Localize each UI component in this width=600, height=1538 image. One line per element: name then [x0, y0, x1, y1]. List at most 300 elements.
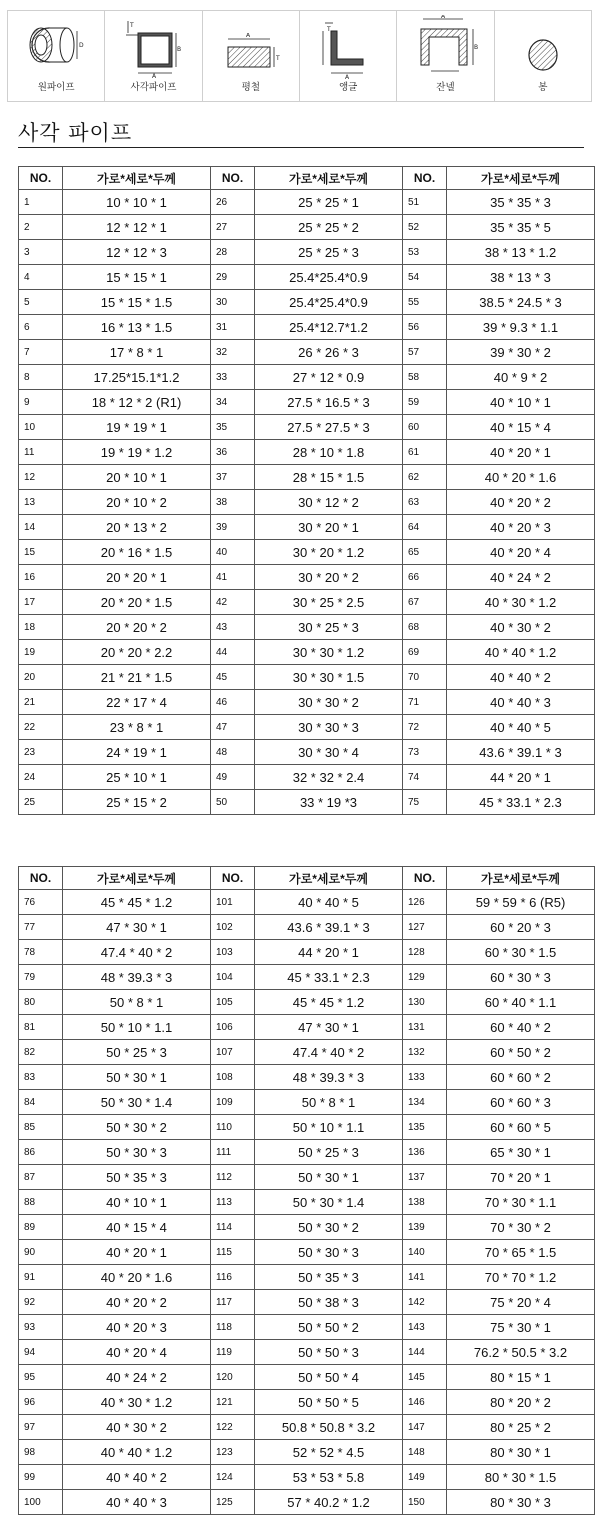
- item-size: 40 * 40 * 2: [63, 1465, 211, 1490]
- item-size: 50.8 * 50.8 * 3.2: [255, 1415, 403, 1440]
- table-row: [19, 515, 595, 540]
- item-size: 40 * 20 * 1: [447, 440, 595, 465]
- item-number: 46: [211, 690, 255, 715]
- item-size: 60 * 50 * 2: [447, 1040, 595, 1065]
- category-label: 원파이프: [37, 82, 75, 93]
- item-size: 33 * 19 *3: [255, 790, 403, 815]
- item-number: 55: [403, 290, 447, 315]
- item-size: 50 * 30 * 1: [63, 1065, 211, 1090]
- item-number: 49: [211, 765, 255, 790]
- item-size: 50 * 30 * 1.4: [255, 1190, 403, 1215]
- item-size: 50 * 50 * 3: [255, 1340, 403, 1365]
- item-number: 40: [211, 540, 255, 565]
- svg-text:A: A: [345, 74, 350, 81]
- item-number: 80: [19, 990, 63, 1015]
- item-number: 52: [403, 215, 447, 240]
- table-row: [19, 1190, 595, 1215]
- item-number: 146: [403, 1390, 447, 1415]
- item-number: 121: [211, 1390, 255, 1415]
- item-size: 25 * 25 * 1: [255, 190, 403, 215]
- item-size: 25 * 10 * 1: [63, 765, 211, 790]
- table-row: [19, 315, 595, 340]
- table-row: [19, 1465, 595, 1490]
- item-number: 4: [19, 265, 63, 290]
- svg-text:A: A: [152, 73, 157, 79]
- item-number: 35: [211, 415, 255, 440]
- item-size: 30 * 30 * 1.2: [255, 640, 403, 665]
- item-size: 50 * 35 * 3: [63, 1165, 211, 1190]
- item-number: 72: [403, 715, 447, 740]
- table-row: [19, 290, 595, 315]
- item-size: 40 * 20 * 1: [63, 1240, 211, 1265]
- table-row: [19, 1040, 595, 1065]
- item-size: 40 * 30 * 1.2: [63, 1390, 211, 1415]
- item-number: 78: [19, 940, 63, 965]
- item-number: 126: [403, 890, 447, 915]
- item-number: 76: [19, 890, 63, 915]
- item-size: 65 * 30 * 1: [447, 1140, 595, 1165]
- item-size: 25 * 25 * 2: [255, 215, 403, 240]
- item-number: 115: [211, 1240, 255, 1265]
- item-number: 108: [211, 1065, 255, 1090]
- item-size: 28 * 15 * 1.5: [255, 465, 403, 490]
- item-size: 25 * 25 * 3: [255, 240, 403, 265]
- item-number: 64: [403, 515, 447, 540]
- item-size: 47 * 30 * 1: [63, 915, 211, 940]
- spec-table-1: [18, 166, 595, 815]
- item-size: 17 * 8 * 1: [63, 340, 211, 365]
- item-size: 22 * 17 * 4: [63, 690, 211, 715]
- item-size: 40 * 30 * 1.2: [447, 590, 595, 615]
- item-size: 40 * 20 * 4: [63, 1340, 211, 1365]
- column-header-no: NO.: [403, 167, 447, 190]
- item-number: 30: [211, 290, 255, 315]
- item-size: 30 * 20 * 2: [255, 565, 403, 590]
- item-size: 45 * 33.1 * 2.3: [255, 965, 403, 990]
- item-size: 80 * 30 * 1.5: [447, 1465, 595, 1490]
- category-bar: [7, 10, 592, 102]
- item-number: 6: [19, 315, 63, 340]
- item-size: 80 * 30 * 1: [447, 1440, 595, 1465]
- item-size: 40 * 40 * 3: [447, 690, 595, 715]
- item-number: 91: [19, 1265, 63, 1290]
- item-number: 29: [211, 265, 255, 290]
- item-number: 84: [19, 1090, 63, 1115]
- item-size: 47 * 30 * 1: [255, 1015, 403, 1040]
- table-row: [19, 790, 595, 815]
- item-size: 57 * 40.2 * 1.2: [255, 1490, 403, 1515]
- item-size: 30 * 25 * 3: [255, 615, 403, 640]
- item-number: 142: [403, 1290, 447, 1315]
- column-header-no: NO.: [403, 867, 447, 890]
- table-row: [19, 365, 595, 390]
- item-number: 43: [211, 615, 255, 640]
- item-size: 44 * 20 * 1: [255, 940, 403, 965]
- item-size: 40 * 30 * 2: [447, 615, 595, 640]
- round-pipe-icon: [27, 23, 85, 69]
- item-number: 125: [211, 1490, 255, 1515]
- item-number: 140: [403, 1240, 447, 1265]
- item-number: 148: [403, 1440, 447, 1465]
- item-size: 50 * 25 * 3: [255, 1140, 403, 1165]
- item-size: 27.5 * 16.5 * 3: [255, 390, 403, 415]
- item-size: 80 * 15 * 1: [447, 1365, 595, 1390]
- item-size: 48 * 39.3 * 3: [63, 965, 211, 990]
- item-size: 60 * 60 * 2: [447, 1065, 595, 1090]
- item-number: 89: [19, 1215, 63, 1240]
- item-number: 42: [211, 590, 255, 615]
- item-number: 145: [403, 1365, 447, 1390]
- category-round-bar[interactable]: [495, 11, 591, 101]
- item-number: 25: [19, 790, 63, 815]
- item-size: 25.4*25.4*0.9: [255, 290, 403, 315]
- item-number: 74: [403, 765, 447, 790]
- item-number: 59: [403, 390, 447, 415]
- item-size: 40 * 10 * 1: [447, 390, 595, 415]
- item-size: 80 * 30 * 3: [447, 1490, 595, 1515]
- table-row: [19, 1090, 595, 1115]
- item-number: 1: [19, 190, 63, 215]
- table-row: [19, 1215, 595, 1240]
- item-size: 50 * 30 * 1.4: [63, 1090, 211, 1115]
- item-number: 66: [403, 565, 447, 590]
- item-size: 40 * 15 * 4: [63, 1215, 211, 1240]
- item-size: 70 * 30 * 1.1: [447, 1190, 595, 1215]
- item-number: 102: [211, 915, 255, 940]
- table-row: [19, 1415, 595, 1440]
- table-row: [19, 890, 595, 915]
- table-row: [19, 440, 595, 465]
- table-row: [19, 915, 595, 940]
- item-number: 18: [19, 615, 63, 640]
- item-number: 120: [211, 1365, 255, 1390]
- item-size: 20 * 20 * 1: [63, 565, 211, 590]
- item-number: 77: [19, 915, 63, 940]
- table-row: [19, 1165, 595, 1190]
- item-size: 26 * 26 * 3: [255, 340, 403, 365]
- item-size: 50 * 30 * 3: [255, 1240, 403, 1265]
- item-number: 104: [211, 965, 255, 990]
- item-number: 117: [211, 1290, 255, 1315]
- item-size: 35 * 35 * 5: [447, 215, 595, 240]
- item-number: 88: [19, 1190, 63, 1215]
- item-number: 94: [19, 1340, 63, 1365]
- category-angle[interactable]: [300, 11, 397, 101]
- page-title: 사각 파이프: [18, 121, 133, 145]
- round-bar-icon: [514, 35, 572, 81]
- category-channel[interactable]: [397, 11, 494, 101]
- item-number: 9: [19, 390, 63, 415]
- item-size: 50 * 38 * 3: [255, 1290, 403, 1315]
- item-number: 114: [211, 1215, 255, 1240]
- item-number: 27: [211, 215, 255, 240]
- table-row: [19, 1490, 595, 1515]
- item-number: 149: [403, 1465, 447, 1490]
- item-number: 68: [403, 615, 447, 640]
- item-size: 40 * 20 * 3: [63, 1315, 211, 1340]
- table-header-row: [19, 167, 595, 190]
- item-size: 40 * 40 * 2: [447, 665, 595, 690]
- item-size: 60 * 60 * 5: [447, 1115, 595, 1140]
- item-number: 101: [211, 890, 255, 915]
- column-header-no: NO.: [211, 867, 255, 890]
- item-size: 38 * 13 * 3: [447, 265, 595, 290]
- item-size: 21 * 21 * 1.5: [63, 665, 211, 690]
- column-header-no: NO.: [19, 867, 63, 890]
- item-number: 87: [19, 1165, 63, 1190]
- item-number: 119: [211, 1340, 255, 1365]
- item-size: 25.4*25.4*0.9: [255, 265, 403, 290]
- item-size: 43.6 * 39.1 * 3: [447, 740, 595, 765]
- item-size: 60 * 40 * 1.1: [447, 990, 595, 1015]
- item-size: 20 * 16 * 1.5: [63, 540, 211, 565]
- table-row: [19, 1390, 595, 1415]
- item-size: 30 * 25 * 2.5: [255, 590, 403, 615]
- item-size: 17.25*15.1*1.2: [63, 365, 211, 390]
- item-size: 30 * 20 * 1: [255, 515, 403, 540]
- table-row: [19, 590, 595, 615]
- item-number: 15: [19, 540, 63, 565]
- item-size: 70 * 20 * 1: [447, 1165, 595, 1190]
- svg-text:T: T: [130, 22, 135, 29]
- svg-text:T: T: [275, 55, 280, 62]
- item-size: 50 * 10 * 1.1: [255, 1115, 403, 1140]
- item-size: 20 * 13 * 2: [63, 515, 211, 540]
- item-size: 40 * 40 * 5: [447, 715, 595, 740]
- item-size: 28 * 10 * 1.8: [255, 440, 403, 465]
- item-size: 30 * 20 * 1.2: [255, 540, 403, 565]
- category-label: 사각파이프: [130, 82, 177, 93]
- item-number: 17: [19, 590, 63, 615]
- item-size: 50 * 30 * 1: [255, 1165, 403, 1190]
- item-size: 23 * 8 * 1: [63, 715, 211, 740]
- item-size: 40 * 20 * 1.6: [63, 1265, 211, 1290]
- item-size: 75 * 20 * 4: [447, 1290, 595, 1315]
- item-number: 112: [211, 1165, 255, 1190]
- item-size: 30 * 30 * 2: [255, 690, 403, 715]
- table-row: [19, 465, 595, 490]
- item-number: 147: [403, 1415, 447, 1440]
- item-number: 38: [211, 490, 255, 515]
- item-size: 59 * 59 * 6 (R5): [447, 890, 595, 915]
- item-number: 110: [211, 1115, 255, 1140]
- item-number: 109: [211, 1090, 255, 1115]
- item-number: 53: [403, 240, 447, 265]
- item-number: 96: [19, 1390, 63, 1415]
- item-size: 50 * 30 * 2: [63, 1115, 211, 1140]
- item-number: 99: [19, 1465, 63, 1490]
- item-number: 69: [403, 640, 447, 665]
- item-size: 40 * 24 * 2: [447, 565, 595, 590]
- item-size: 50 * 35 * 3: [255, 1265, 403, 1290]
- item-number: 50: [211, 790, 255, 815]
- item-size: 27.5 * 27.5 * 3: [255, 415, 403, 440]
- item-number: 71: [403, 690, 447, 715]
- item-size: 60 * 20 * 3: [447, 915, 595, 940]
- item-size: 50 * 50 * 5: [255, 1390, 403, 1415]
- item-number: 98: [19, 1440, 63, 1465]
- item-number: 111: [211, 1140, 255, 1165]
- item-number: 47: [211, 715, 255, 740]
- item-size: 50 * 25 * 3: [63, 1040, 211, 1065]
- item-number: 7: [19, 340, 63, 365]
- item-number: 130: [403, 990, 447, 1015]
- item-number: 79: [19, 965, 63, 990]
- item-size: 40 * 40 * 1.2: [63, 1440, 211, 1465]
- item-size: 38 * 13 * 1.2: [447, 240, 595, 265]
- table-row: [19, 1440, 595, 1465]
- item-number: 22: [19, 715, 63, 740]
- item-number: 93: [19, 1315, 63, 1340]
- item-size: 40 * 15 * 4: [447, 415, 595, 440]
- svg-text:B: B: [177, 46, 182, 53]
- item-number: 132: [403, 1040, 447, 1065]
- item-number: 41: [211, 565, 255, 590]
- item-number: 141: [403, 1265, 447, 1290]
- item-number: 134: [403, 1090, 447, 1115]
- item-number: 34: [211, 390, 255, 415]
- item-size: 50 * 50 * 4: [255, 1365, 403, 1390]
- item-size: 40 * 20 * 3: [447, 515, 595, 540]
- item-number: 81: [19, 1015, 63, 1040]
- item-number: 105: [211, 990, 255, 1015]
- item-size: 19 * 19 * 1.2: [63, 440, 211, 465]
- category-round-pipe[interactable]: [8, 11, 105, 101]
- table-row: [19, 990, 595, 1015]
- item-number: 60: [403, 415, 447, 440]
- item-size: 52 * 52 * 4.5: [255, 1440, 403, 1465]
- item-size: 18 * 12 * 2 (R1): [63, 390, 211, 415]
- table-row: [19, 640, 595, 665]
- table-row: [19, 1240, 595, 1265]
- item-size: 40 * 20 * 1.6: [447, 465, 595, 490]
- column-header-size: 가로*세로*두께: [447, 167, 595, 190]
- item-number: 139: [403, 1215, 447, 1240]
- item-size: 12 * 12 * 1: [63, 215, 211, 240]
- table-row: [19, 690, 595, 715]
- item-number: 16: [19, 565, 63, 590]
- item-number: 150: [403, 1490, 447, 1515]
- item-size: 40 * 20 * 4: [447, 540, 595, 565]
- item-number: 90: [19, 1240, 63, 1265]
- item-size: 30 * 12 * 2: [255, 490, 403, 515]
- item-size: 44 * 20 * 1: [447, 765, 595, 790]
- item-size: 48 * 39.3 * 3: [255, 1065, 403, 1090]
- item-size: 15 * 15 * 1.5: [63, 290, 211, 315]
- svg-text:A: A: [245, 33, 250, 39]
- item-size: 80 * 20 * 2: [447, 1390, 595, 1415]
- item-number: 129: [403, 965, 447, 990]
- item-number: 11: [19, 440, 63, 465]
- table-row: [19, 615, 595, 640]
- item-size: 43.6 * 39.1 * 3: [255, 915, 403, 940]
- item-size: 70 * 30 * 2: [447, 1215, 595, 1240]
- item-size: 16 * 13 * 1.5: [63, 315, 211, 340]
- item-number: 97: [19, 1415, 63, 1440]
- item-size: 20 * 10 * 1: [63, 465, 211, 490]
- item-size: 70 * 70 * 1.2: [447, 1265, 595, 1290]
- item-size: 15 * 15 * 1: [63, 265, 211, 290]
- item-size: 40 * 40 * 1.2: [447, 640, 595, 665]
- column-header-size: 가로*세로*두께: [447, 867, 595, 890]
- table-row: [19, 1115, 595, 1140]
- item-size: 19 * 19 * 1: [63, 415, 211, 440]
- table-row: [19, 1015, 595, 1040]
- table-row: [19, 940, 595, 965]
- item-number: 92: [19, 1290, 63, 1315]
- category-label: 앵글: [338, 82, 358, 93]
- item-size: 53 * 53 * 5.8: [255, 1465, 403, 1490]
- item-number: 63: [403, 490, 447, 515]
- item-number: 37: [211, 465, 255, 490]
- column-header-no: NO.: [19, 167, 63, 190]
- table-row: [19, 540, 595, 565]
- item-number: 10: [19, 415, 63, 440]
- category-flat-bar[interactable]: [203, 11, 300, 101]
- table-row: [19, 240, 595, 265]
- item-number: 137: [403, 1165, 447, 1190]
- item-number: 138: [403, 1190, 447, 1215]
- item-number: 39: [211, 515, 255, 540]
- item-size: 50 * 10 * 1.1: [63, 1015, 211, 1040]
- item-number: 107: [211, 1040, 255, 1065]
- item-size: 47.4 * 40 * 2: [63, 940, 211, 965]
- item-number: 113: [211, 1190, 255, 1215]
- item-size: 60 * 40 * 2: [447, 1015, 595, 1040]
- item-number: 143: [403, 1315, 447, 1340]
- item-number: 70: [403, 665, 447, 690]
- column-header-size: 가로*세로*두께: [255, 167, 403, 190]
- item-number: 5: [19, 290, 63, 315]
- item-number: 48: [211, 740, 255, 765]
- item-size: 40 * 30 * 2: [63, 1415, 211, 1440]
- item-number: 82: [19, 1040, 63, 1065]
- table-row: [19, 1140, 595, 1165]
- item-number: 118: [211, 1315, 255, 1340]
- table-row: [19, 490, 595, 515]
- item-number: 128: [403, 940, 447, 965]
- item-size: 60 * 30 * 1.5: [447, 940, 595, 965]
- item-number: 75: [403, 790, 447, 815]
- table-row: [19, 1065, 595, 1090]
- column-header-size: 가로*세로*두께: [63, 167, 211, 190]
- item-number: 2: [19, 215, 63, 240]
- item-number: 21: [19, 690, 63, 715]
- table-row: [19, 765, 595, 790]
- item-number: 85: [19, 1115, 63, 1140]
- item-number: 65: [403, 540, 447, 565]
- category-label: 잔넬: [436, 82, 455, 93]
- table-row: [19, 965, 595, 990]
- square-pipe-icon: [124, 17, 182, 79]
- category-label: 평철: [241, 82, 260, 93]
- item-number: 36: [211, 440, 255, 465]
- item-size: 70 * 65 * 1.5: [447, 1240, 595, 1265]
- item-size: 47.4 * 40 * 2: [255, 1040, 403, 1065]
- item-size: 50 * 30 * 3: [63, 1140, 211, 1165]
- category-square-pipe[interactable]: [105, 11, 202, 101]
- item-size: 40 * 40 * 3: [63, 1490, 211, 1515]
- item-number: 144: [403, 1340, 447, 1365]
- table-row: [19, 715, 595, 740]
- item-number: 28: [211, 240, 255, 265]
- item-number: 23: [19, 740, 63, 765]
- angle-icon: [319, 19, 377, 81]
- item-number: 124: [211, 1465, 255, 1490]
- item-size: 39 * 30 * 2: [447, 340, 595, 365]
- item-number: 31: [211, 315, 255, 340]
- item-size: 20 * 20 * 2.2: [63, 640, 211, 665]
